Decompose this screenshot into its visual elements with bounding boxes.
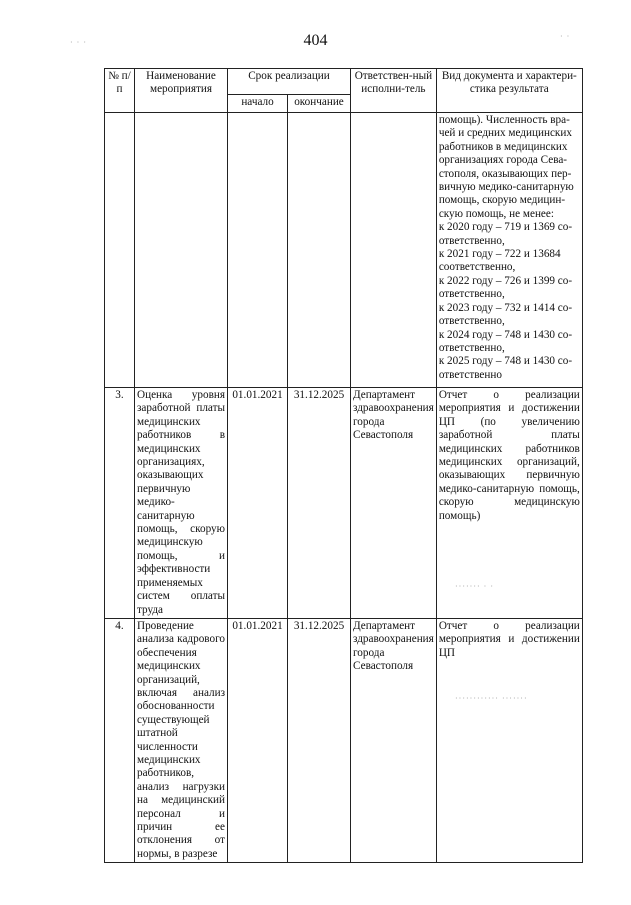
row-doc: Отчет о реализации мероприятия и достижении ЦП — [436, 618, 582, 862]
page-number: 404 — [303, 32, 328, 49]
row-name: Оценка уровня заработной платы медицинских работников в медицинских организациях, оказывающих первичную медико-санитарную помощь, скорую медицинскую помощь, и эффективности применяемых систем оплаты труда — [135, 388, 228, 619]
header-doc: Вид документа и характери-стика результата — [436, 69, 582, 113]
activities-table — [104, 68, 583, 863]
header-period: Срок реализации — [228, 69, 351, 95]
table-row — [105, 618, 583, 862]
header-name: Наименование мероприятия — [135, 69, 228, 113]
row-responsible: Департамент здравоохранения города Севастополя — [351, 388, 437, 619]
row-number: 3. — [105, 388, 135, 619]
scan-noise: ············ ······· — [455, 694, 528, 703]
row-responsible: Департамент здравоохранения города Севастополя — [351, 618, 437, 862]
scan-noise: · · — [560, 32, 571, 41]
header-num: № п/п — [105, 69, 135, 113]
row-start: 01.01.2021 — [228, 618, 288, 862]
row-start: 01.01.2021 — [228, 388, 288, 619]
row-name: Проведение анализа кадрового обеспечения медицинских организаций, включая анализ обоснованности существующей штатной численности медицинских работников, анализ нагрузки на медицинский персонал и причин ее отклонения от нормы, в разрезе — [135, 618, 228, 862]
header-end: окончание — [288, 95, 351, 113]
row-end: 31.12.2025 — [288, 618, 351, 862]
table-row-continuation — [105, 113, 583, 388]
header-responsible: Ответствен-ный исполни-тель — [351, 69, 437, 113]
table-row — [105, 388, 583, 619]
header-start: начало — [228, 95, 288, 113]
scan-noise: ······· · · — [455, 582, 494, 591]
row-doc: Отчет о реализации мероприятия и достижении ЦП (по увеличению заработной платы медицинских работников медицинских организаций, оказывающих первичную медико-санитарную помощь, скорую медицинскую помощь) — [436, 388, 582, 619]
row-number: 4. — [105, 618, 135, 862]
row-end: 31.12.2025 — [288, 388, 351, 619]
continuation-doc-cell: помощь). Численность вра- чей и средних медицинских работников в медицинских организациях города Сева- стополя, оказывающих пер- вичную медико-санитарную помощь, скорую медицин- скую помощь, не менее: к 2020 году – 719 и 1369 со- ответственно, к 2021 году – 722 и 13684 соответственно, к 2022 году – 726 и 1399 со- ответственно, к 2023 году – 732 и 1414 со- ответственно, к 2024 году – 748 и 1430 со- ответственно, к 2025 году – 748 и 1430 со- ответственно — [436, 113, 582, 388]
scan-noise: · · · — [70, 38, 87, 47]
